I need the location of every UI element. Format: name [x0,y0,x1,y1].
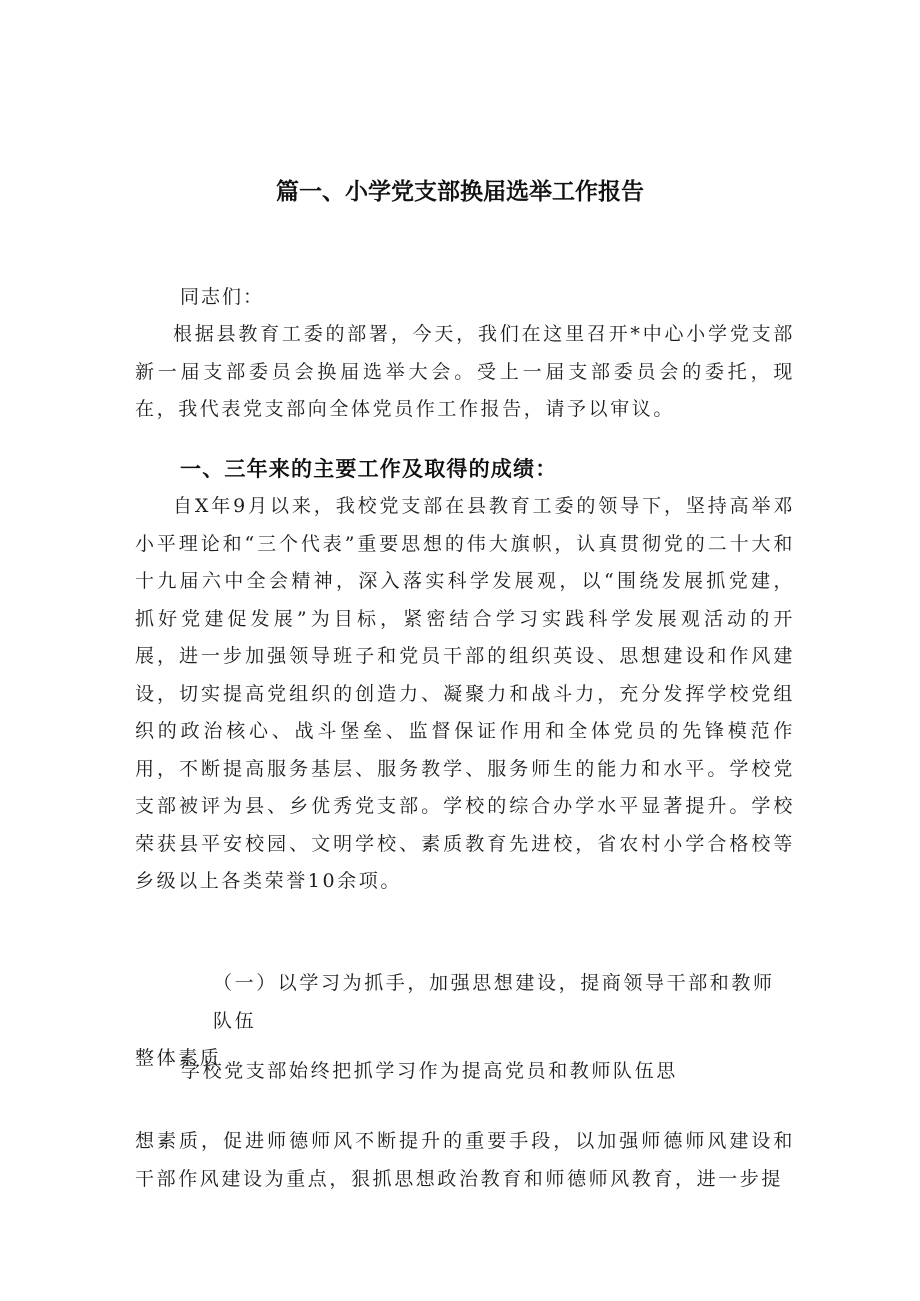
section-heading-1: 一、三年来的主要工作及取得的成绩： [180,457,558,481]
paragraph-study-cont: 想素质，促进师德师风不断提升的重要手段，以加强师德师风建设和干部作风建设为重点，狠抓思想政治教育和师德师风教育，进一步提 [135,1130,795,1190]
greeting: 同志们： [180,286,265,308]
paragraph-study-start-block [135,1053,795,1091]
paragraph-study-start: 学校党支部始终把抓学习作为提高党员和教师队伍思 [181,1060,678,1082]
subsection-heading-1-line1: （一）以学习为抓手，加强思想建设，提商领导干部和教师队伍 [213,972,775,1032]
subsection-heading-1-line2: 整体素质 [135,1047,222,1069]
paragraph-intro-block [135,316,795,429]
document-title: 篇一、小学党支部换届选举工作报告 [276,179,644,205]
paragraph-intro: 根据县教育工委的部署，今天，我们在这里召开*中心小学党支部新一届支部委员会换届选举大会。受上一届支部委员会的委托，现在，我代表党支部向全体党员作工作报告，请予以审议。 [135,323,795,420]
paragraph-study-cont-block [135,1123,795,1198]
paragraph-achievements: 自X年9月以来，我校党支部在县教育工委的领导下，坚持高举邓小平理论和“三个代表”重要思想的伟大旗帜，认真贯彻党的二十大和十九届六中全会精神，深入落实科学发展观，以“围绕发展抓党建，抓好党建促发展”为目标，紧密结合学习实践科学发展观活动的开展，进一步加强领导班子和党员干部的组织英设、思想建设和作风建设，切实提高党组织的创造力、凝聚力和战斗力，充分发挥学校党组织的政治核心、战斗堡垒、监督保证作用和全体党员的先锋模范作用，不断提高服务基层、服务教学、服务师生的能力和水平。学校党支部被评为县、乡优秀党支部。学校的综合办学水平显著提升。学校荣获县平安校园、文明学校、素质教育先进校，省农村小学合格校等乡级以上各类荣誉10余项。 [135,495,795,892]
paragraph-achievements-block [135,488,795,901]
